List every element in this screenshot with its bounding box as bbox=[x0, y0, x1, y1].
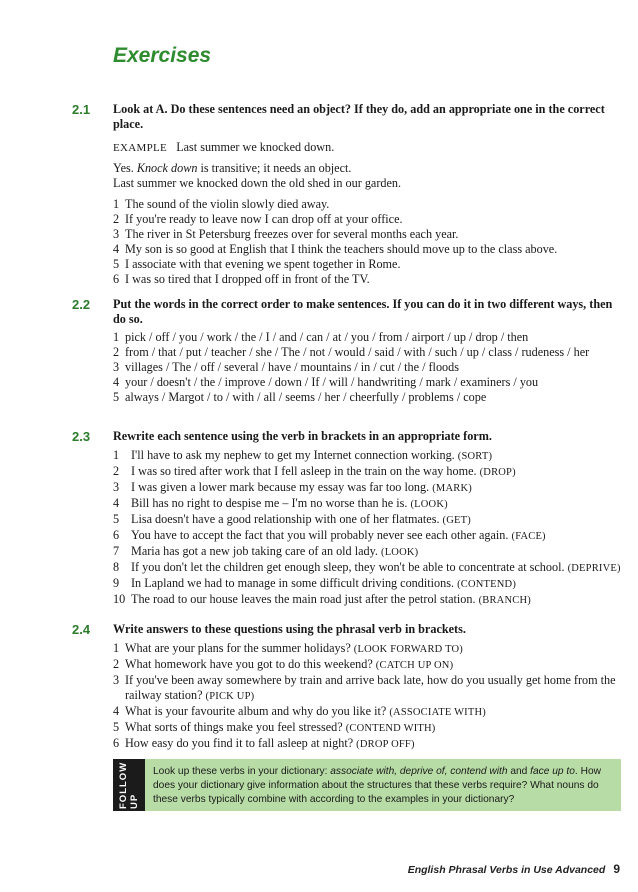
verb-hint: (DROP OFF) bbox=[356, 739, 415, 750]
follow-up-text-part: and bbox=[507, 766, 531, 777]
item-text: always / Margot / to / with / all / seems / her / cheerfully / problems / cope bbox=[125, 390, 487, 404]
exercise-item bbox=[113, 330, 628, 345]
follow-up-text bbox=[153, 765, 613, 807]
item-number: 7 bbox=[113, 544, 120, 558]
verb-hint: (CONTEND) bbox=[457, 579, 517, 590]
exercise-item-list bbox=[113, 330, 628, 405]
item-number: 3 bbox=[113, 480, 120, 494]
item-number: 3 bbox=[113, 360, 120, 374]
exercise-number: 2.1 bbox=[72, 102, 91, 117]
item-text: I was so tired that I dropped off in front of the TV. bbox=[125, 272, 370, 286]
exercise-item bbox=[113, 641, 628, 657]
item-number: 9 bbox=[113, 576, 120, 590]
exercise-item bbox=[113, 657, 628, 673]
item-number: 5 bbox=[113, 512, 120, 526]
verb-hint: (BRANCH) bbox=[478, 595, 531, 606]
exercise-instruction: Put the words in the correct order to make sentences. If you can do it in two different ways, then do so. bbox=[113, 297, 613, 326]
exercise-item bbox=[113, 345, 628, 360]
example-text: Last summer we knocked down. bbox=[176, 140, 335, 154]
exercise-item bbox=[113, 576, 628, 592]
verb-hint: (DROP) bbox=[479, 467, 516, 478]
exercise-item bbox=[113, 272, 628, 287]
exercise-item bbox=[113, 736, 628, 752]
item-text: What are your plans for the summer holidays? bbox=[125, 641, 351, 655]
item-text: You have to accept the fact that you will probably never see each other again. bbox=[131, 528, 509, 542]
answer-text: Yes. bbox=[113, 161, 137, 175]
item-number: 3 bbox=[113, 673, 120, 687]
item-text: If you don't let the children get enough sleep, they won't be able to concentrate at school. bbox=[131, 560, 565, 574]
item-number: 8 bbox=[113, 560, 120, 574]
item-text: I'll have to ask my nephew to get my Internet connection working. bbox=[131, 448, 455, 462]
item-number: 1 bbox=[113, 448, 120, 462]
item-text: your / doesn't / the / improve / down / If / will / handwriting / mark / examiners / you bbox=[125, 375, 539, 389]
item-number: 10 bbox=[113, 592, 126, 606]
item-text: Lisa doesn't have a good relationship with one of her flatmates. bbox=[131, 512, 440, 526]
item-text: My son is so good at English that I think the teachers should move up to the class above. bbox=[125, 242, 558, 256]
example-answer-line2: Last summer we knocked down the old shed in our garden. bbox=[113, 176, 402, 190]
item-number: 2 bbox=[113, 212, 120, 226]
exercise-item bbox=[113, 360, 628, 375]
page-footer bbox=[408, 862, 620, 876]
item-number: 1 bbox=[113, 197, 120, 211]
book-title: English Phrasal Verbs in Use Advanced bbox=[407, 864, 606, 876]
exercise-item bbox=[113, 480, 628, 496]
exercise-item bbox=[113, 528, 628, 544]
exercise-instruction: Write answers to these questions using the phrasal verb in brackets. bbox=[113, 622, 466, 636]
item-text: What is your favourite album and why do you like it? bbox=[125, 704, 387, 718]
page-number: 9 bbox=[613, 862, 620, 876]
item-text: How easy do you find it to fall asleep at night? bbox=[125, 736, 354, 750]
example-line bbox=[113, 140, 334, 156]
item-number: 1 bbox=[113, 641, 120, 655]
item-text: What homework have you got to do this weekend? bbox=[125, 657, 373, 671]
exercise-item bbox=[113, 592, 628, 608]
exercise-item bbox=[113, 496, 628, 512]
exercise-item bbox=[113, 512, 628, 528]
exercise-item bbox=[113, 560, 628, 576]
item-number: 2 bbox=[113, 657, 120, 671]
exercise-item-list bbox=[113, 448, 628, 608]
item-number: 4 bbox=[113, 242, 120, 256]
item-text: Bill has no right to despise me – I'm no worse than he is. bbox=[131, 496, 408, 510]
item-text: In Lapland we had to manage in some difficult driving conditions. bbox=[131, 576, 455, 590]
example-answer-line1 bbox=[113, 161, 351, 176]
example-label: EXAMPLE bbox=[113, 142, 168, 154]
item-text: What sorts of things make you feel stressed? bbox=[125, 720, 343, 734]
answer-emphasis: Knock down bbox=[136, 161, 198, 175]
exercise-item bbox=[113, 197, 628, 212]
exercise-item bbox=[113, 390, 628, 405]
item-text: If you're ready to leave now I can drop off at your office. bbox=[125, 212, 403, 226]
follow-up-emphasis: associate with, deprive of, contend with bbox=[330, 766, 508, 777]
item-text: from / that / put / teacher / she / The / not / would / said / with / such / up / class / rudeness / her bbox=[125, 345, 590, 359]
item-text: If you've been away somewhere by train and arrive back late, how do you usually get home from the railway station? bbox=[125, 673, 616, 702]
verb-hint: (DEPRIVE) bbox=[567, 563, 621, 574]
verb-hint: (MARK) bbox=[432, 483, 472, 494]
answer-text: is transitive; it needs an object. bbox=[197, 161, 352, 175]
item-number: 6 bbox=[113, 528, 120, 542]
exercise-item-list bbox=[113, 641, 628, 752]
item-number: 3 bbox=[113, 227, 120, 241]
item-text: The road to our house leaves the main road just after the petrol station. bbox=[131, 592, 476, 606]
exercise-item bbox=[113, 227, 628, 242]
exercise-number: 2.3 bbox=[72, 429, 91, 444]
exercise-item bbox=[113, 720, 628, 736]
exercise-item bbox=[113, 704, 628, 720]
item-number: 4 bbox=[113, 704, 120, 718]
item-number: 2 bbox=[113, 464, 120, 478]
item-text: The river in St Petersburg freezes over for several months each year. bbox=[125, 227, 459, 241]
exercise-item bbox=[113, 375, 628, 390]
page-title: Exercises bbox=[113, 44, 212, 67]
verb-hint: (LOOK FORWARD TO) bbox=[353, 644, 463, 655]
exercise-item bbox=[113, 257, 628, 272]
follow-up-tab bbox=[113, 759, 145, 811]
item-number: 5 bbox=[113, 390, 120, 404]
item-text: I was so tired after work that I fell asleep in the train on the way home. bbox=[131, 464, 477, 478]
item-number: 5 bbox=[113, 720, 120, 734]
item-text: pick / off / you / work / the / I / and / can / at / you / from / airport / up / drop / then bbox=[125, 330, 529, 344]
exercise-instruction: Look at A. Do these sentences need an object? If they do, add an appropriate one in the correct place. bbox=[113, 102, 605, 131]
exercise-number: 2.4 bbox=[72, 622, 91, 637]
verb-hint: (GET) bbox=[442, 515, 471, 526]
follow-up-text-part: Look up these verbs in your dictionary: bbox=[153, 766, 331, 777]
follow-up-text-part: . How does your dictionary give information about the structures that these verbs require? What nouns do these verbs typically combine with according to the examples in your dictionary? bbox=[153, 766, 601, 805]
item-number: 6 bbox=[113, 272, 120, 286]
item-text: villages / The / off / several / have / mountains / in / cut / the / floods bbox=[125, 360, 459, 374]
verb-hint: (FACE) bbox=[511, 531, 546, 542]
exercise-instruction: Rewrite each sentence using the verb in brackets in an appropriate form. bbox=[113, 429, 492, 443]
item-number: 4 bbox=[113, 375, 120, 389]
item-number: 6 bbox=[113, 736, 120, 750]
item-number: 4 bbox=[113, 496, 120, 510]
exercise-item bbox=[113, 464, 628, 480]
verb-hint: (PICK UP) bbox=[205, 691, 255, 702]
item-number: 5 bbox=[113, 257, 120, 271]
exercise-item bbox=[113, 673, 628, 704]
exercise-item bbox=[113, 448, 628, 464]
item-number: 1 bbox=[113, 330, 120, 344]
item-text: I associate with that evening we spent together in Rome. bbox=[125, 257, 401, 271]
exercise-item-list bbox=[113, 197, 628, 287]
item-text: I was given a lower mark because my essay was far too long. bbox=[131, 480, 430, 494]
item-text: Maria has got a new job taking care of an old lady. bbox=[131, 544, 378, 558]
verb-hint: (CATCH UP ON) bbox=[375, 660, 454, 671]
exercise-item bbox=[113, 212, 628, 227]
item-text: The sound of the violin slowly died away. bbox=[125, 197, 330, 211]
follow-up-box bbox=[113, 759, 621, 811]
item-number: 2 bbox=[113, 345, 120, 359]
follow-up-label: FOLLOW UP bbox=[118, 761, 140, 809]
exercise-item bbox=[113, 242, 628, 257]
verb-hint: (CONTEND WITH) bbox=[345, 723, 436, 734]
verb-hint: (ASSOCIATE WITH) bbox=[389, 707, 486, 718]
verb-hint: (LOOK) bbox=[410, 499, 448, 510]
exercise-number: 2.2 bbox=[72, 297, 91, 312]
exercise-item bbox=[113, 544, 628, 560]
verb-hint: (SORT) bbox=[457, 451, 493, 462]
follow-up-emphasis: face up to bbox=[530, 766, 575, 777]
verb-hint: (LOOK) bbox=[381, 547, 419, 558]
